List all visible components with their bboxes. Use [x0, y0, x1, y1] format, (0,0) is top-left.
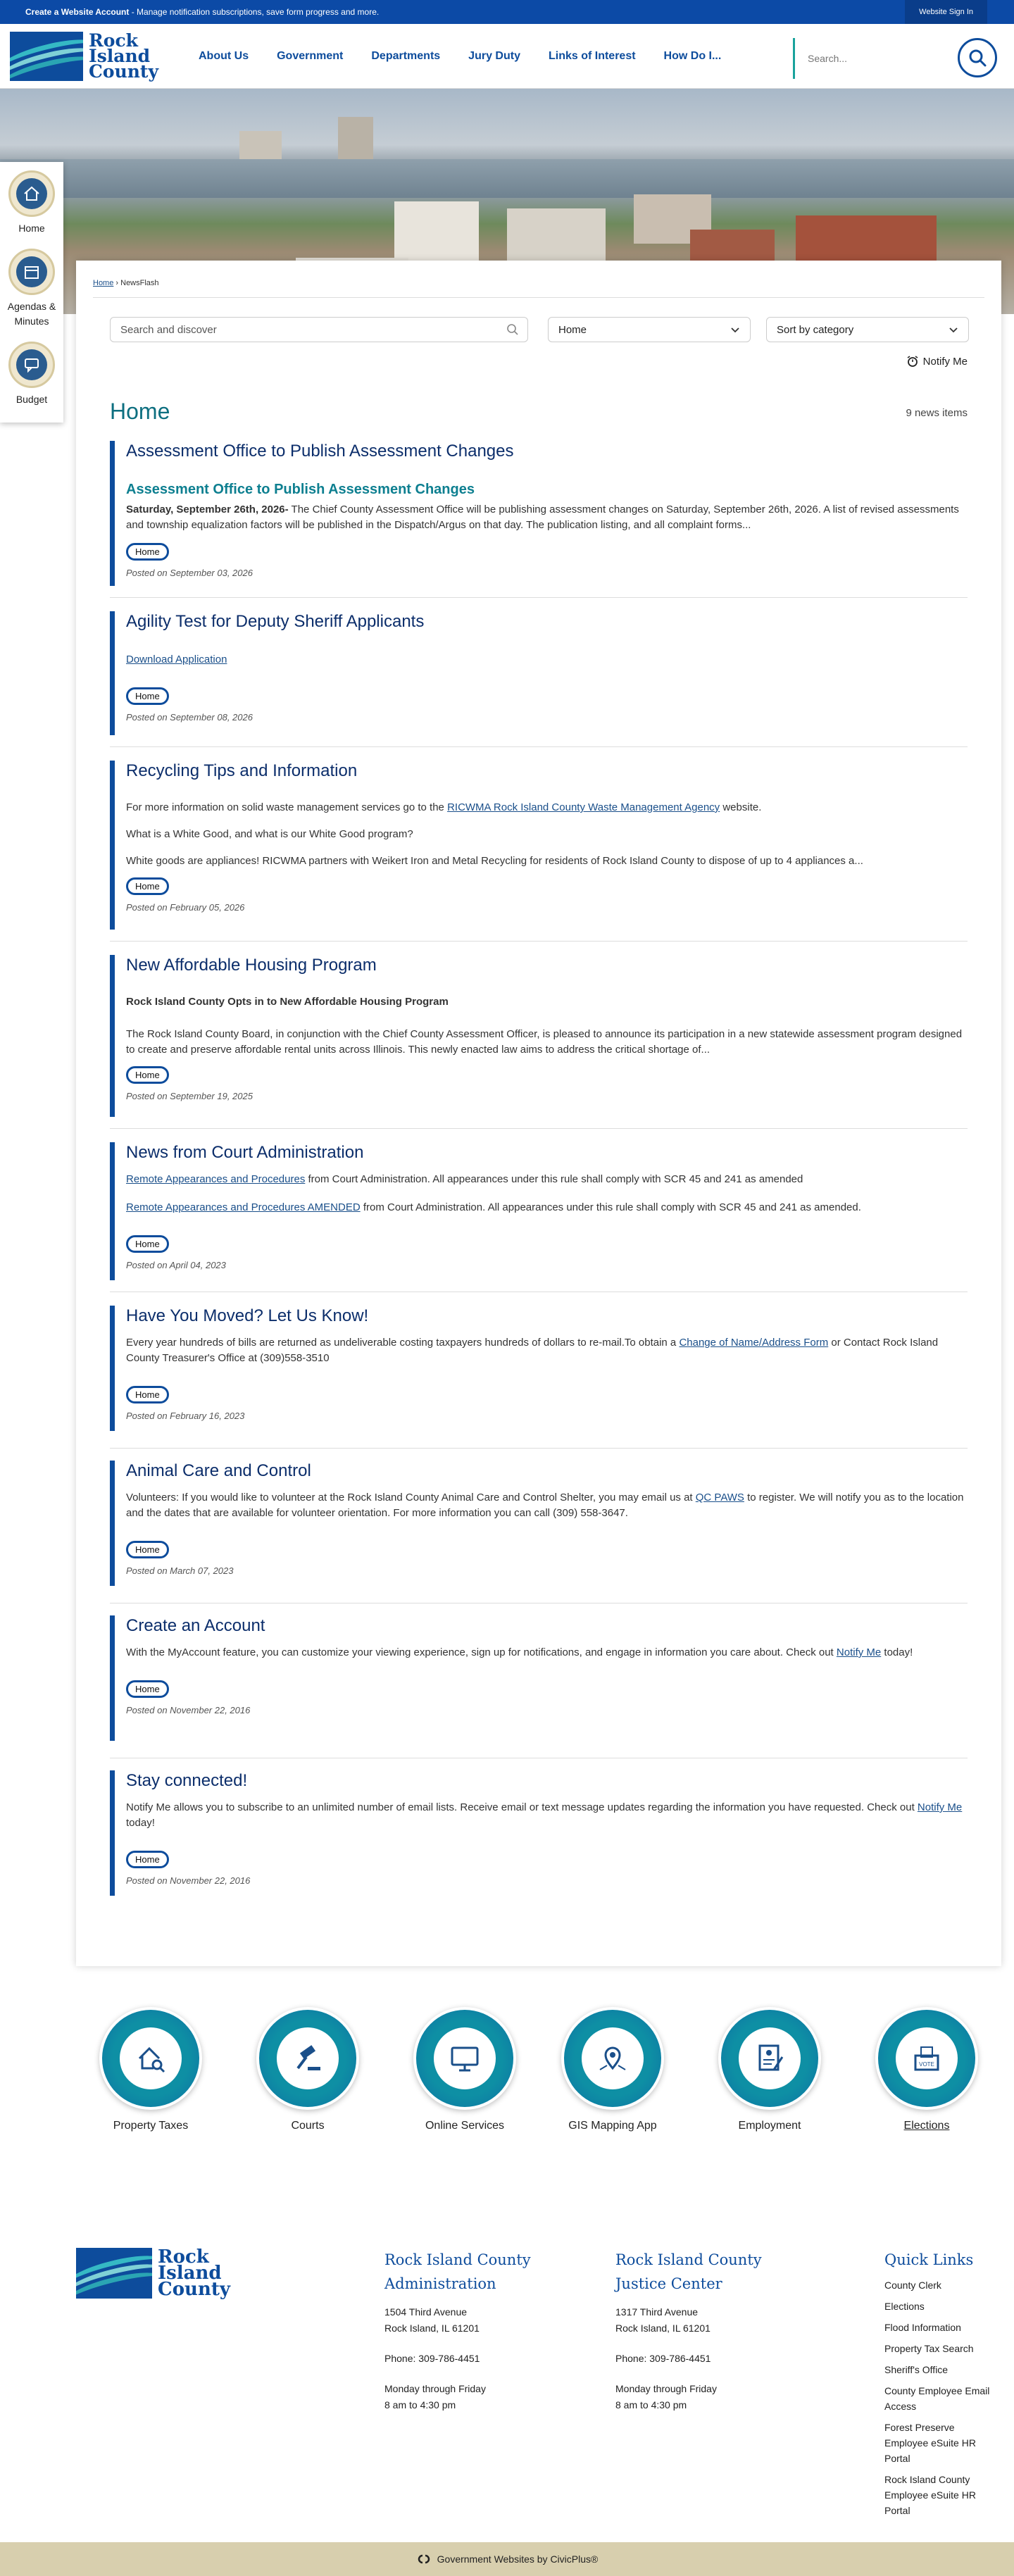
posted-date: Posted on March 07, 2023	[126, 1565, 234, 1576]
news-item-title[interactable]: New Affordable Housing Program	[126, 956, 377, 975]
footer-link-property-tax-search[interactable]: Property Tax Search	[884, 2343, 974, 2354]
category-tag[interactable]: Home	[126, 1386, 169, 1403]
download-application-link[interactable]: Download Application	[126, 654, 227, 665]
news-item-title[interactable]: Create an Account	[126, 1616, 265, 1635]
footer-link-county-clerk[interactable]: County Clerk	[884, 2280, 941, 2291]
home-icon	[16, 178, 47, 209]
svg-text:VOTE: VOTE	[919, 2061, 934, 2068]
site-footer	[0, 2232, 1014, 2542]
website-sign-in-button[interactable]: Website Sign In	[905, 0, 987, 24]
news-item-body: With the MyAccount feature, you can customize your viewing experience, sign up for notifications, and engage in information you care about. Check out Notify Me today!	[126, 1646, 913, 1658]
footer-link-county-esuite[interactable]: Rock Island County Employee eSuite HR Portal	[884, 2474, 976, 2516]
news-item	[110, 955, 968, 1117]
news-item	[110, 611, 968, 735]
map-pin-icon	[582, 2027, 644, 2089]
news-item-body: What is a White Good, and what is our White Good program?	[126, 828, 413, 840]
nav-how-do-i[interactable]: How Do I...	[663, 50, 722, 62]
sidebar-item-budget[interactable]: Budget	[8, 342, 55, 407]
footer-quick-links-title: Quick Links	[884, 2251, 974, 2268]
remote-appearances-amended-link[interactable]: Remote Appearances and Procedures AMENDED	[126, 1201, 361, 1213]
news-item-body: White goods are appliances! RICWMA partners with Weikert Iron and Metal Recycling for residents of Rock Island County to dispose of up to 4 appliances a...	[126, 855, 863, 867]
news-item-body: Every year hundreds of bills are returned as undeliverable costing taxpayers hundreds of dollars to re-mail.To obtain a Change of Name/Address Form or Contact Rock Island County Treasurer's Office at (309)558-3510	[126, 1337, 939, 1364]
news-search-field[interactable]	[110, 317, 528, 342]
calendar-icon	[16, 256, 47, 287]
quick-links-row	[0, 2007, 1014, 2162]
news-item-body: For more information on solid waste management services go to the RICWMA Rock Island County Waste Management Agency website.	[126, 801, 762, 813]
quicklink-property-taxes[interactable]: Property Taxes	[91, 2007, 211, 2132]
nav-departments[interactable]: Departments	[371, 50, 441, 62]
posted-date: Posted on February 16, 2023	[126, 1411, 245, 1421]
footer-justice-title: Rock Island County Justice Center	[615, 2251, 762, 2292]
news-item	[110, 761, 968, 930]
news-item	[110, 1306, 968, 1431]
county-logo[interactable]	[10, 32, 158, 81]
chevron-down-icon	[730, 325, 740, 334]
civicplus-logo-icon	[416, 2554, 432, 2564]
create-account-message: - Manage notification subscriptions, save form progress and more.	[129, 7, 380, 17]
footer-link-sheriffs-office[interactable]: Sheriff's Office	[884, 2364, 949, 2375]
posted-date: Posted on November 22, 2016	[126, 1875, 251, 1886]
create-account-banner[interactable]	[25, 7, 379, 17]
news-item-title[interactable]: News from Court Administration	[126, 1143, 364, 1162]
news-item-lead: Rock Island County Opts in to New Affordable Housing Program	[126, 996, 449, 1008]
footer-link-forest-preserve-esuite[interactable]: Forest Preserve Employee eSuite HR Portal	[884, 2422, 976, 2464]
quick-access-sidebar	[0, 162, 63, 423]
posted-date: Posted on April 04, 2023	[126, 1260, 226, 1270]
newsflash-content	[76, 261, 1001, 1966]
site-header	[0, 24, 1014, 89]
category-tag[interactable]: Home	[126, 687, 169, 705]
news-item-title[interactable]: Stay connected!	[126, 1771, 248, 1790]
posted-date: Posted on September 19, 2025	[126, 1091, 253, 1101]
category-tag[interactable]: Home	[126, 1541, 169, 1558]
civicplus-credit[interactable]: Government Websites by CivicPlus®	[0, 2542, 1014, 2576]
footer-justice-phone[interactable]: Phone: 309-786-4451	[615, 2353, 711, 2364]
news-item	[110, 441, 968, 586]
posted-date: Posted on September 03, 2026	[126, 568, 253, 578]
quicklink-courts[interactable]: Courts	[248, 2007, 368, 2132]
nav-links-of-interest[interactable]: Links of Interest	[548, 50, 636, 62]
news-item-subtitle: Assessment Office to Publish Assessment Changes	[126, 482, 475, 497]
news-item-title[interactable]: Recycling Tips and Information	[126, 761, 358, 780]
footer-admin-phone[interactable]: Phone: 309-786-4451	[384, 2353, 480, 2364]
news-item-title[interactable]: Assessment Office to Publish Assessment Changes	[126, 442, 514, 461]
search-icon	[968, 49, 987, 67]
divider	[110, 1448, 968, 1449]
news-item	[110, 1770, 968, 1896]
site-search-input[interactable]	[808, 53, 949, 64]
breadcrumb: Home › NewsFlash	[93, 279, 159, 287]
news-item-body: Notify Me allows you to subscribe to an unlimited number of email lists. Receive email or text message updates regarding the information you have requested. Check out Notify Me today!	[126, 1801, 963, 1829]
remote-appearances-link[interactable]: Remote Appearances and Procedures	[126, 1173, 306, 1185]
divider	[110, 746, 968, 747]
notify-me-link[interactable]: Notify Me	[836, 1646, 882, 1658]
quicklink-elections[interactable]: VOTE Elections	[867, 2007, 987, 2132]
logo-wordmark: Rock Island County	[158, 2246, 230, 2300]
posted-date: Posted on February 05, 2026	[126, 902, 245, 913]
news-item	[110, 1461, 968, 1586]
footer-link-elections[interactable]: Elections	[884, 2301, 925, 2312]
news-item-body: The Rock Island County Board, in conjunction with the Chief County Assessment Officer, is pleased to announce its participation in a new statewide assessment program designed to create and preserve affordable rental units across Illinois. This newly enacted law aims to address the critical shortage of...	[126, 1028, 963, 1056]
category-tag[interactable]: Home	[126, 877, 169, 895]
breadcrumb-home-link[interactable]: Home	[93, 279, 114, 287]
category-tag[interactable]: Home	[126, 1851, 169, 1868]
main-nav	[184, 24, 735, 89]
alarm-clock-icon	[906, 355, 919, 368]
divider	[110, 597, 968, 598]
top-utility-bar	[0, 0, 1014, 24]
quicklink-employment[interactable]: Employment	[710, 2007, 830, 2132]
create-account-link[interactable]: Create a Website Account	[25, 7, 130, 17]
gavel-icon	[277, 2027, 339, 2089]
news-search-placeholder: Search and discover	[120, 323, 217, 336]
footer-quick-links	[884, 2248, 997, 2524]
quicklink-gis-mapping[interactable]: GIS Mapping App	[553, 2007, 672, 2132]
category-heading: Home	[110, 399, 170, 424]
footer-logo[interactable]	[76, 2248, 230, 2299]
site-search	[793, 38, 997, 79]
logo-wave-mark	[10, 32, 83, 81]
footer-link-flood-information[interactable]: Flood Information	[884, 2322, 961, 2333]
divider	[93, 297, 984, 298]
news-item-body: Volunteers: If you would like to volunteer at the Rock Island County Animal Care and Control Shelter, you may email us at QC PAWS to register. We will notify you as to the location and the dates that are available for volunteer orientation. For more information you can call (309) 558-3647.	[126, 1492, 964, 1519]
posted-date: Posted on November 22, 2016	[126, 1705, 251, 1715]
category-tag[interactable]: Home	[126, 1680, 169, 1698]
category-tag[interactable]: Home	[126, 543, 169, 561]
footer-admin-title: Rock Island County Administration	[384, 2251, 531, 2292]
breadcrumb-current: NewsFlash	[120, 279, 159, 287]
notify-me-link[interactable]: Notify Me	[917, 1801, 963, 1813]
news-item	[110, 1615, 968, 1741]
category-tag[interactable]: Home	[126, 1235, 169, 1253]
sort-select[interactable]: Sort by category	[766, 317, 969, 342]
sidebar-item-agendas-minutes[interactable]: Agendas & Minutes	[2, 249, 61, 329]
house-search-icon	[120, 2027, 182, 2089]
ballot-box-icon	[896, 2027, 958, 2089]
chat-icon	[16, 349, 47, 380]
nav-government[interactable]: Government	[277, 50, 344, 62]
footer-justice-center: Rock Island County Justice Center 1317 Third Avenue Rock Island, IL 61201 Phone: 309-786-4451 Monday through Friday 8 am to 4:30 pm	[615, 2248, 777, 2413]
nav-about-us[interactable]: About Us	[199, 50, 249, 62]
logo-wave-mark	[76, 2248, 152, 2299]
divider	[110, 1128, 968, 1129]
footer-administration: Rock Island County Administration 1504 Third Avenue Rock Island, IL 61201 Phone: 309-786-4451 Monday through Friday 8 am to 4:30 pm	[384, 2248, 553, 2413]
news-item-title[interactable]: Agility Test for Deputy Sheriff Applicants	[126, 612, 425, 631]
logo-wordmark: Rock Island County	[89, 30, 158, 82]
monitor-icon	[434, 2027, 496, 2089]
news-item-title[interactable]: Animal Care and Control	[126, 1461, 311, 1480]
site-search-button[interactable]	[958, 38, 997, 77]
news-item-body: Remote Appearances and Procedures from Court Administration. All appearances under this rule shall comply with SCR 45 and 241 as amended	[126, 1173, 803, 1185]
sidebar-item-home[interactable]: Home	[8, 170, 55, 236]
notify-me-link[interactable]: Notify Me	[906, 355, 968, 368]
news-item	[110, 1142, 968, 1280]
category-tag[interactable]: Home	[126, 1066, 169, 1084]
quicklink-online-services[interactable]: Online Services	[405, 2007, 525, 2132]
posted-date: Posted on September 08, 2026	[126, 712, 253, 723]
search-icon[interactable]	[506, 323, 519, 336]
news-item-body: Remote Appearances and Procedures AMENDED from Court Administration. All appearances under this rule shall comply with SCR 45 and 241 as amended.	[126, 1201, 861, 1213]
news-item-count: 9 news items	[906, 407, 968, 419]
category-select[interactable]: Home	[548, 317, 751, 342]
news-item-title[interactable]: Have You Moved? Let Us Know!	[126, 1306, 369, 1325]
nav-jury-duty[interactable]: Jury Duty	[468, 50, 520, 62]
footer-link-employee-email[interactable]: County Employee Email Access	[884, 2385, 990, 2412]
qc-paws-link[interactable]: QC PAWS	[695, 1492, 744, 1503]
news-item-body: Saturday, September 26th, 2026- The Chief County Assessment Office will be publishing assessment changes on Saturday, September 26th, 2026. A list of revised assessments and township equalization factors will be published in the Dispatch/Argus on that day. The publication listing, and all complaint forms...	[126, 504, 959, 531]
ricwma-link[interactable]: RICWMA Rock Island County Waste Management Agency	[447, 801, 720, 813]
divider	[110, 941, 968, 942]
change-of-address-form-link[interactable]: Change of Name/Address Form	[679, 1337, 829, 1349]
job-application-icon	[739, 2027, 801, 2089]
chevron-down-icon	[949, 325, 958, 334]
